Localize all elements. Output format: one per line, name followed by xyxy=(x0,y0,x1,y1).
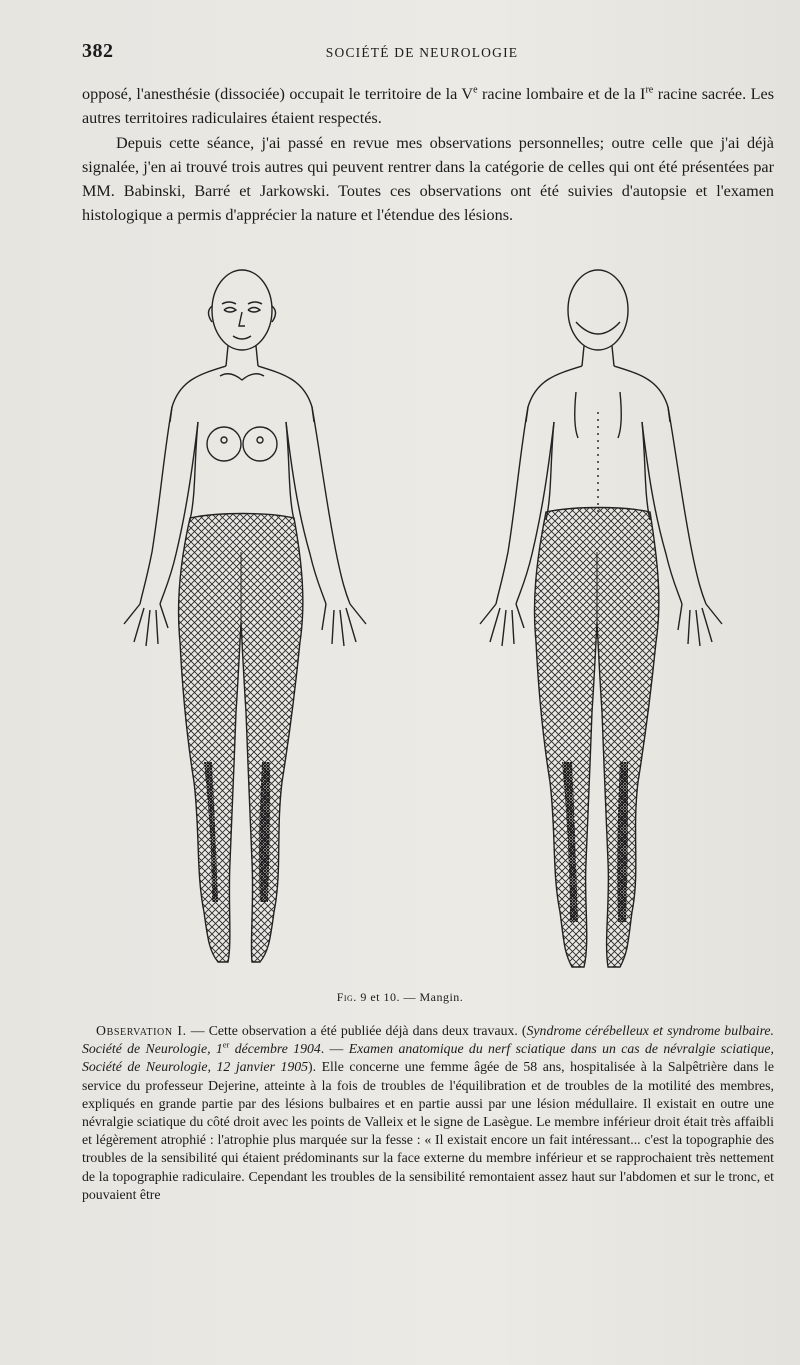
citation-1-date: décembre 1904 xyxy=(229,1041,321,1057)
page-header xyxy=(82,40,762,66)
back-left-hand xyxy=(480,604,524,646)
observation-text-3: ). Elle concerne une femme âgée de 58 ans, hospitalisée à la Salpêtrière dans le service du professeur Dejerine, atteinte à la fois de troubles de l'équilibration et de troubles de la motilité des membres, expliqués en grande partie par des lésions bulbaires et en partie aussi par une lésion médullaire. Il existait en outre une névralgie sciatique du côté droit avec les points de Valleix et le signe de Lasègue. Le membre inférieur droit était très affaibli et légèrement atrophié : l'atrophie plus marquée sur la fesse : « Il existait encore un fait intéressant... c'est la topographie des troubles de la sensibilité qui étaient prédominants sur la face externe du membre inférieur et se rapprochaient très nettement de la topographie radiculaire. Cependant les troubles de la sensibilité remontaient assez haut sur l'abdomen et sur le tronc, et pouvaient être xyxy=(82,1059,775,1202)
front-left-arm xyxy=(140,407,172,604)
front-right-hand xyxy=(322,604,366,646)
page-number: 382 xyxy=(82,40,114,62)
back-right-hand xyxy=(678,604,722,646)
back-head xyxy=(568,270,628,350)
observation-text-2: . — xyxy=(320,1041,349,1057)
observation-label: Observation I. xyxy=(96,1023,187,1038)
intro-p1-part-c: racine sacrée. Les autres territoires radiculaires étaient respectés. xyxy=(82,85,774,128)
intro-p1-part-b: racine lombaire et de la I xyxy=(477,85,646,103)
figure-caption xyxy=(0,990,800,1005)
intro-p1-part-a: opposé, l'anesthésie (dissociée) occupait le territoire de la V xyxy=(82,85,474,103)
intro-text xyxy=(82,82,774,228)
front-head xyxy=(212,270,272,350)
superscript-er: er xyxy=(222,1039,230,1050)
back-right-arm xyxy=(668,407,706,604)
caption-text: 9 et 10. — Mangin. xyxy=(356,990,464,1004)
running-head: SOCIÉTÉ DE NEUROLOGIE xyxy=(325,45,519,60)
observation-text-1: — Cette observation a été publiée déjà dans deux travaux. ( xyxy=(186,1023,527,1038)
intro-paragraph-1 xyxy=(82,82,774,131)
back-left-arm xyxy=(496,407,528,604)
observation-section xyxy=(82,1022,774,1204)
citation-1: Syndrome cérébelleux et syndrome bulbaire. Société de Neurologie, 1 xyxy=(82,1023,775,1057)
intro-paragraph-2: Depuis cette séance, j'ai passé en revue mes observations personnelles; outre celle que j'ai déjà signalée, j'en ai trouvé trois autres qui peuvent rentrer dans la catégorie de celles qui ont été présentées par MM. Babinski, Barré et Jarkowski. Toutes ces observations ont été suivies d'autopsie et l'examen histologique a permis d'apprécier la nature et l'étendue des lésions. xyxy=(82,133,774,225)
figure-body-diagrams xyxy=(100,262,760,982)
superscript-re: re xyxy=(645,84,654,96)
caption-label: Fig. xyxy=(336,990,357,1004)
observation-paragraph xyxy=(82,1022,774,1204)
front-left-hand xyxy=(124,604,168,646)
superscript-e: e xyxy=(473,84,478,96)
citation-2: Examen anatomique du nerf sciatique dans un cas de névralgie sciatique, Société de Neurologie, 12 janvier 1905 xyxy=(82,1041,775,1075)
front-torso xyxy=(170,366,314,422)
front-right-arm xyxy=(312,407,350,604)
figure-svg xyxy=(100,262,760,982)
